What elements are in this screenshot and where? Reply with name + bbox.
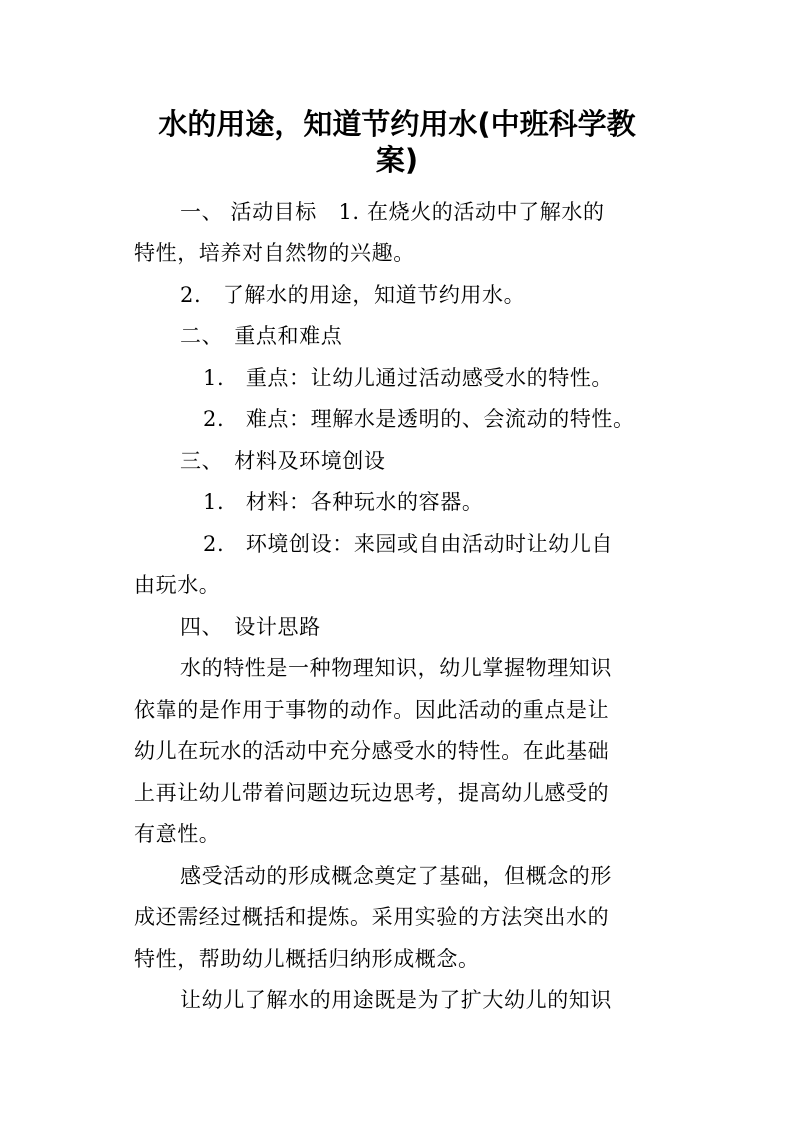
materials-2: 2. 环境创设：来园或自由活动时让幼儿自 — [203, 532, 614, 556]
materials-2-continuation: 由玩水。 — [134, 573, 221, 597]
paragraph-line: 水的特性是一种物理知识，幼儿掌握物理知识 — [180, 656, 612, 680]
section-2-heading: 二、 重点和难点 — [180, 324, 343, 348]
goal-heading-line: 一、 活动目标 1. 在烧火的活动中了解水的 — [180, 200, 605, 224]
paragraph-line: 特性，帮助幼儿概括归纳形成概念。 — [134, 947, 480, 971]
paragraph-line: 让幼儿了解水的用途既是为了扩大幼儿的知识 — [180, 988, 612, 1012]
paragraph-line: 幼儿在玩水的活动中充分感受水的特性。在此基础 — [134, 739, 610, 763]
paragraph-line: 上再让幼儿带着问题边玩边思考，提高幼儿感受的 — [134, 781, 610, 805]
document-title-line-2: 案) — [375, 143, 419, 177]
paragraph-line: 感受活动的形成概念奠定了基础，但概念的形 — [180, 864, 612, 888]
key-point-2: 2. 难点：理解水是透明的、会流动的特性。 — [203, 407, 635, 431]
paragraph-line: 成还需经过概括和提炼。采用实验的方法突出水的 — [134, 905, 610, 929]
goal-2: 2. 了解水的用途，知道节约用水。 — [180, 283, 526, 307]
paragraph-line: 依靠的是作用于事物的动作。因此活动的重点是让 — [134, 698, 610, 722]
paragraph-line: 有意性。 — [134, 822, 221, 846]
materials-1: 1. 材料：各种玩水的容器。 — [203, 490, 484, 514]
key-point-1: 1. 重点：让幼儿通过活动感受水的特性。 — [203, 366, 614, 390]
section-3-heading: 三、 材料及环境创设 — [180, 449, 386, 473]
goal-1-continuation: 特性，培养对自然物的兴趣。 — [134, 241, 415, 265]
document-title-line-1: 水的用途，知道节约用水(中班科学教 — [158, 107, 636, 141]
section-4-heading: 四、 设计思路 — [180, 615, 321, 639]
